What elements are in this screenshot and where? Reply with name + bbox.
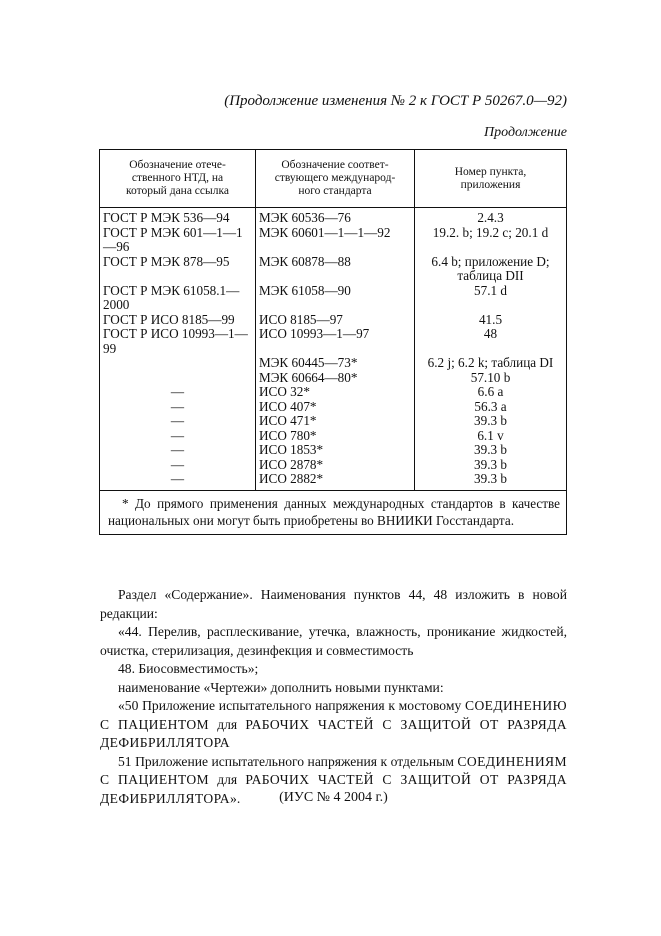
cell-international: МЭК 60878—88	[256, 255, 415, 284]
cell-clause: 41.5	[415, 313, 567, 328]
table-body	[100, 208, 567, 491]
cell-international: ИСО 2882*	[256, 472, 415, 490]
table-header-row	[100, 150, 567, 208]
paragraph-item-48: 48. Биосовместимость»;	[118, 661, 259, 676]
column-header-ntd: Обозначение отече- ственного НТД, на который дана ссылка	[100, 150, 256, 208]
paragraph-item-44: «44. Перелив, расплескивание, утечка, влажность, проникание жидкостей, очистка, стерилизация, дезинфекция и совместимость	[100, 624, 567, 658]
source-reference: (ИУС № 4 2004 г.)	[279, 790, 388, 805]
table-row	[100, 255, 567, 284]
cell-international: МЭК 60664—80*	[256, 371, 415, 386]
column-header-clause: Номер пункта, приложения	[415, 150, 567, 208]
cell-ntd: ГОСТ Р МЭК 61058.1—2000	[100, 284, 256, 313]
table-row	[100, 371, 567, 386]
cell-ntd: ГОСТ Р ИСО 8185—99	[100, 313, 256, 328]
cell-international: ИСО 1853*	[256, 443, 415, 458]
table-row	[100, 208, 567, 226]
paragraph-contents-section: Раздел «Содержание». Наименования пунктов 44, 48 изложить в новой редакции:	[100, 587, 567, 621]
table-row	[100, 327, 567, 356]
table-row	[100, 313, 567, 328]
cell-clause: 39.3 b	[415, 472, 567, 490]
table-row	[100, 443, 567, 458]
footnote-row	[100, 490, 567, 534]
column-header-international: Обозначение соответ- ствующего международ- ного стандарта	[256, 150, 415, 208]
cell-clause: 6.4 b; приложение D; таблица DII	[415, 255, 567, 284]
cell-ntd: ГОСТ Р ИСО 10993—1—99	[100, 327, 256, 356]
table-footnote: * До прямого применения данных международных стандартов в качестве национальных они могут быть приобретены во ВНИИКИ Госстандарта.	[100, 490, 567, 534]
amendment-text	[100, 586, 567, 808]
cell-international: ИСО 780*	[256, 429, 415, 444]
cell-ntd: —	[100, 443, 256, 458]
cell-clause: 39.3 b	[415, 443, 567, 458]
cell-clause: 39.3 b	[415, 414, 567, 429]
cell-ntd: ГОСТ Р МЭК 536—94	[100, 208, 256, 226]
paragraph-drawings: наименование «Чертежи» дополнить новыми пунктами:	[118, 679, 444, 695]
cell-international: ИСО 8185—97	[256, 313, 415, 328]
table-row	[100, 356, 567, 371]
cell-clause: 39.3 b	[415, 458, 567, 473]
cell-international: ИСО 2878*	[256, 458, 415, 473]
cell-ntd	[100, 371, 256, 386]
cell-international: ИСО 10993—1—97	[256, 327, 415, 356]
table-row	[100, 458, 567, 473]
cell-ntd: ГОСТ Р МЭК 878—95	[100, 255, 256, 284]
table-row	[100, 472, 567, 490]
table-row	[100, 414, 567, 429]
cell-ntd	[100, 356, 256, 371]
table-row	[100, 226, 567, 255]
table-row	[100, 385, 567, 400]
cell-clause: 57.10 b	[415, 371, 567, 386]
cell-ntd: ГОСТ Р МЭК 601—1—1—96	[100, 226, 256, 255]
continuation-label: Продолжение	[484, 125, 567, 140]
cell-international: МЭК 60601—1—1—92	[256, 226, 415, 255]
cell-clause: 2.4.3	[415, 208, 567, 226]
continuation-title: (Продолжение изменения № 2 к ГОСТ Р 50267.0—92)	[224, 93, 567, 109]
cell-ntd: —	[100, 414, 256, 429]
cell-international: ИСО 407*	[256, 400, 415, 415]
cell-clause: 6.2 j; 6.2 k; таблица DI	[415, 356, 567, 371]
paragraph-item-51: 51 Приложение испытательного напряжения к отдельным СОЕДИНЕНИЯМ С ПАЦИЕНТОМ для РАБОЧИХ ЧАСТЕЙ С ЗАЩИТОЙ ОТ РАЗРЯДА ДЕФИБРИЛЛЯТОРА».	[100, 753, 567, 806]
paragraph-item-50: «50 Приложение испытательного напряжения к мостовому СОЕДИНЕНИЮ С ПАЦИЕНТОМ для РАБОЧИХ ЧАСТЕЙ С ЗАЩИТОЙ ОТ РАЗРЯДА ДЕФИБРИЛЛЯТОРА	[100, 698, 567, 750]
standards-table	[99, 149, 567, 535]
cell-ntd: —	[100, 400, 256, 415]
cell-international: МЭК 60445—73*	[256, 356, 415, 371]
cell-international: МЭК 60536—76	[256, 208, 415, 226]
table-row	[100, 429, 567, 444]
cell-clause: 57.1 d	[415, 284, 567, 313]
table-row	[100, 284, 567, 313]
table-row	[100, 400, 567, 415]
cell-clause: 56.3 a	[415, 400, 567, 415]
cell-clause: 48	[415, 327, 567, 356]
cell-ntd: —	[100, 472, 256, 490]
cell-international: МЭК 61058—90	[256, 284, 415, 313]
cell-ntd: —	[100, 429, 256, 444]
cell-international: ИСО 471*	[256, 414, 415, 429]
cell-clause: 6.6 a	[415, 385, 567, 400]
cell-ntd: —	[100, 458, 256, 473]
cell-international: ИСО 32*	[256, 385, 415, 400]
cell-clause: 6.1 v	[415, 429, 567, 444]
cell-ntd: —	[100, 385, 256, 400]
cell-clause: 19.2. b; 19.2 c; 20.1 d	[415, 226, 567, 255]
